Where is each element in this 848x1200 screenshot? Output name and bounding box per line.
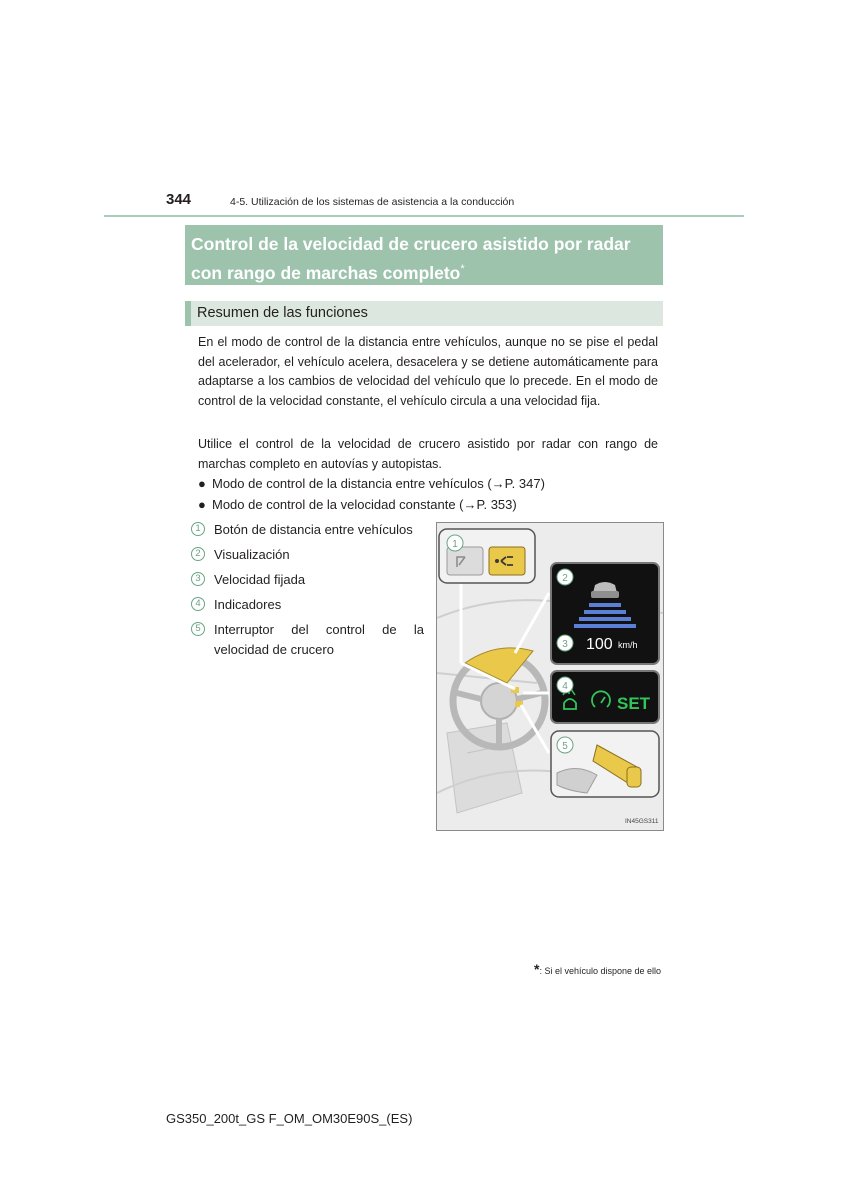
section-title [185, 225, 663, 285]
legend-number: 5 [191, 622, 205, 636]
speed-unit: km/h [618, 640, 638, 650]
bullet-item [198, 495, 517, 515]
section-breadcrumb: 4-5. Utilización de los sistemas de asistencia a la conducción [230, 196, 515, 208]
subheading: Resumen de las funciones [185, 301, 663, 326]
svg-text:1: 1 [452, 539, 458, 550]
legend-text: Indicadores [214, 597, 282, 612]
paragraph-2: Utilice el control de la velocidad de crucero asistido por radar con rango de marchas completo en autovías y autopistas. [198, 437, 658, 471]
callout-4 [557, 677, 573, 693]
speed-value: 100 [586, 636, 613, 653]
page-number: 344 [166, 191, 192, 208]
footnote-symbol: * [534, 961, 540, 977]
bullet-item [198, 474, 545, 494]
legend-text: Visualización [214, 547, 290, 562]
callout-1 [447, 535, 463, 551]
bullet-icon: ● [198, 476, 206, 491]
cruise-control-figure [436, 522, 664, 831]
footnote [534, 961, 661, 977]
legend-number: 1 [191, 522, 205, 536]
callout-2 [557, 569, 573, 585]
figure-code: IN45GS311 [625, 818, 659, 825]
bullet-icon: ● [198, 497, 206, 512]
bullet-text: Modo de control de la distancia entre vehículos (→P. 347) [212, 476, 545, 491]
svg-text:5: 5 [562, 741, 568, 752]
header-divider [104, 215, 744, 217]
set-indicator: SET [617, 694, 651, 713]
title-line-2: con rango de marchas completo [191, 263, 461, 283]
legend-number: 2 [191, 547, 205, 561]
title-line-1: Control de la velocidad de crucero asistido por radar [191, 234, 631, 254]
legend-text: Botón de distancia entre vehículos [214, 522, 413, 537]
svg-text:3: 3 [562, 639, 568, 650]
bullet-text: Modo de control de la velocidad constante (→P. 353) [212, 497, 517, 512]
document-code: GS350_200t_GS F_OM_OM30E90S_(ES) [166, 1111, 413, 1126]
legend-text: Velocidad fijada [214, 572, 306, 587]
title-asterisk: * [460, 263, 465, 275]
svg-text:2: 2 [562, 573, 568, 584]
legend-number: 4 [191, 597, 205, 611]
callout-5 [557, 737, 573, 753]
distance-button-icon [489, 547, 525, 575]
paragraph-1: En el modo de control de la distancia entre vehículos, aunque no se pise el pedal del acelerador, el vehículo acelera, desacelera y se detiene automáticamente para adaptarse a los cambios de velocidad del vehículo que lo precede. En el modo de control de la velocidad constante, el vehículo circula a una velocidad fija. [198, 335, 658, 408]
callout-3 [557, 635, 573, 651]
legend-text: Interruptor del control de la velocidad de crucero [214, 622, 424, 657]
svg-text:4: 4 [562, 681, 568, 692]
legend-number: 3 [191, 572, 205, 586]
footnote-text: : Si el vehículo dispone de ello [539, 966, 662, 976]
